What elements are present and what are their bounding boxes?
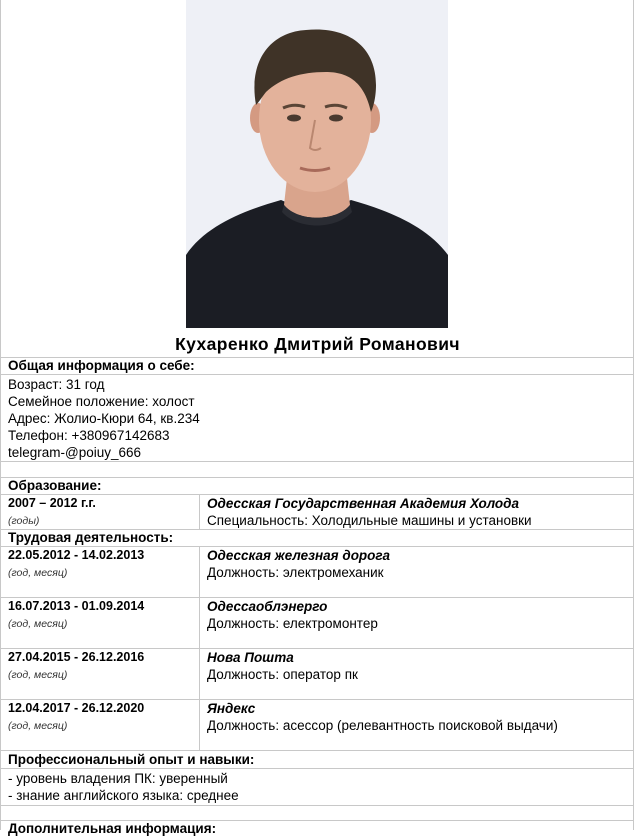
job-period: 16.07.2013 - 01.09.2014 [8, 599, 145, 613]
job-period-note: (год, месяц) [8, 618, 68, 630]
job-position: Должность: электромеханик [207, 565, 384, 580]
job-position: Должность: електромонтер [207, 616, 378, 631]
skill-item: - уровень владения ПК: уверенный [8, 771, 228, 786]
page-border-right [633, 0, 634, 830]
skills-heading: Профессиональный опыт и навыки: [8, 752, 255, 767]
education-period: 2007 – 2012 г.г. [8, 496, 96, 510]
job-company: Одесская железная дорога [207, 548, 390, 563]
additional-info-heading: Дополнительная информация: [8, 821, 217, 836]
info-age: Возраст: 31 год [8, 377, 105, 392]
job-company: Нова Пошта [207, 650, 294, 665]
job-company: Яндекс [207, 701, 256, 716]
job-period-note: (год, месяц) [8, 669, 68, 681]
job-position: Должность: асессор (релевантность поисковой выдачи) [207, 718, 558, 733]
job-period: 22.05.2012 - 14.02.2013 [8, 548, 145, 562]
general-info-heading: Общая информация о себе: [8, 358, 195, 373]
table-line [1, 494, 633, 495]
table-line [1, 805, 633, 806]
table-line [1, 461, 633, 462]
table-line [1, 597, 633, 598]
education-specialty: Специальность: Холодильные машины и установки [207, 513, 532, 528]
education-institution: Одесская Государственная Академия Холода [207, 496, 520, 511]
table-column-divider [199, 494, 200, 529]
table-line [1, 768, 633, 769]
info-address: Адрес: Жолио-Кюри 64, кв.234 [8, 411, 200, 426]
job-period-note: (год, месяц) [8, 567, 68, 579]
table-line [1, 374, 633, 375]
skill-item: - знание английского языка: среднее [8, 788, 239, 803]
job-period: 12.04.2017 - 26.12.2020 [8, 701, 145, 715]
job-position: Должность: оператор пк [207, 667, 358, 682]
job-period: 27.04.2015 - 26.12.2016 [8, 650, 145, 664]
job-company: Одессаоблэнерго [207, 599, 328, 614]
table-column-divider [199, 546, 200, 750]
candidate-name: Кухаренко Дмитрий Романович [175, 334, 460, 354]
info-telegram: telegram-@poiuy_666 [8, 445, 142, 460]
table-line [1, 546, 633, 547]
table-line [1, 648, 633, 649]
profile-photo [186, 0, 448, 328]
education-heading: Образование: [8, 478, 102, 493]
info-phone: Телефон: +380967142683 [8, 428, 170, 443]
page-border-left [0, 0, 1, 830]
job-period-note: (год, месяц) [8, 720, 68, 732]
info-marital-status: Семейное положение: холост [8, 394, 195, 409]
education-period-note: (годы) [8, 515, 40, 527]
work-heading: Трудовая деятельность: [8, 530, 174, 545]
table-line [1, 699, 633, 700]
table-line [1, 750, 633, 751]
